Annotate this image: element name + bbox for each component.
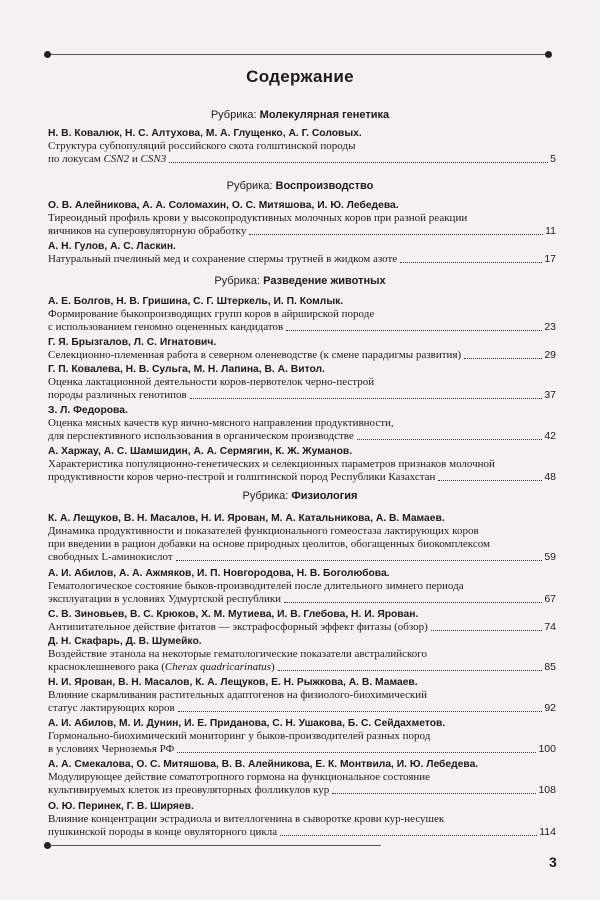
- toc-entry: [48, 717, 556, 756]
- entry-title-line: Гормонально-биохимический мониторинг у быков-производителей разных пород: [48, 730, 431, 742]
- entry-title-text: с использованием геномно оцененных кандидатов: [48, 321, 284, 333]
- entry-title-text: пушкинской породы в конце овуляторного цикла: [48, 826, 278, 838]
- toc-entry: [48, 295, 556, 334]
- entry-page-number: 5: [550, 153, 556, 165]
- entry-title-last-line: [48, 153, 556, 166]
- toc-entry: [48, 608, 556, 634]
- dot-leader: [357, 439, 543, 440]
- entry-title-line: Динамика продуктивности и показателей функционального гомеостаза лактирующих коров: [48, 525, 479, 537]
- rubric-name: Молекулярная генетика: [259, 109, 390, 121]
- rubric-heading: [0, 490, 600, 502]
- toc-entry: [48, 240, 556, 266]
- rubric-name: Разведение животных: [263, 275, 386, 287]
- entry-page-number: 85: [544, 661, 556, 673]
- entry-title-last-line: [48, 743, 556, 756]
- entry-page-number: 108: [538, 784, 556, 796]
- toc-entry: [48, 445, 556, 484]
- entry-authors: А. Н. Гулов, А. С. Ласкин.: [48, 241, 176, 252]
- entry-authors: Д. Н. Скафарь, Д. В. Шумейко.: [48, 636, 202, 647]
- page-title: Содержание: [246, 67, 354, 86]
- entry-title-last-line: [48, 702, 556, 715]
- dot-leader: [176, 560, 543, 561]
- entry-title-line: Формирование быкопроизводящих групп коров в айрширской породе: [48, 308, 375, 320]
- entry-page-number: 48: [544, 471, 556, 483]
- dot-leader: [278, 670, 543, 671]
- entry-title-text: в условиях Черноземья РФ: [48, 743, 175, 755]
- toc-entry: [48, 676, 556, 715]
- entry-page-number: 100: [538, 743, 556, 755]
- entry-page-number: 92: [544, 702, 556, 714]
- entry-authors: К. А. Лещуков, В. Н. Масалов, Н. И. Ярован, М. А. Катальникова, А. В. Мамаев.: [48, 513, 445, 524]
- entry-title-last-line: [48, 621, 556, 634]
- rubric-name: Физиология: [291, 490, 358, 502]
- toc-entry: [48, 336, 556, 362]
- entry-title-text: продуктивности коров черно-пестрой и голштинской пород Республики Казахстан: [48, 471, 436, 483]
- entry-title-last-line: [48, 389, 556, 402]
- entry-authors: Н. В. Ковалюк, Н. С. Алтухова, М. А. Глущенко, А. Г. Соловых.: [48, 128, 362, 139]
- toc-entry: [48, 512, 556, 564]
- rubric-prefix: Рубрика:: [226, 180, 273, 192]
- entry-title-text: статус лактирующих коров: [48, 702, 175, 714]
- entry-title-line: Гематологическое состояние быков-производителей после длительного зимнего периода: [48, 580, 464, 592]
- entry-title-text: свободных L-аминокислот: [48, 551, 173, 563]
- rubric-prefix: Рубрика:: [214, 275, 261, 287]
- rubric-prefix: Рубрика:: [242, 490, 289, 502]
- toc-entry: [48, 635, 556, 674]
- dot-leader: [438, 480, 542, 481]
- entry-title-line: Тиреоидный профиль крови у высокопродуктивных молочных коров при разной реакции: [48, 212, 468, 224]
- entry-authors: Г. Я. Брызгалов, Л. С. Игнатович.: [48, 337, 217, 348]
- top-rule: [51, 54, 545, 55]
- entry-title-text: по локусам CSN2 и CSN3: [48, 153, 167, 165]
- entry-title-line: Влияние скармливания растительных адаптогенов на физиолого-биохимический: [48, 689, 427, 701]
- toc-entry: [48, 567, 556, 606]
- entry-page-number: 67: [544, 593, 556, 605]
- entry-title-text: красноклешневого рака (Cherax quadricarinatus): [48, 661, 275, 673]
- entry-title-text: яичников на суперовуляторную обработку: [48, 225, 247, 237]
- dot-leader: [284, 602, 542, 603]
- bottom-left-dot: [44, 842, 51, 849]
- entry-page-number: 74: [544, 621, 556, 633]
- entry-title-last-line: [48, 593, 556, 606]
- rubric-heading: [0, 180, 600, 192]
- dot-leader: [286, 330, 542, 331]
- dot-leader: [464, 358, 542, 359]
- entry-title-text: для перспективного использования в органическом производстве: [48, 430, 354, 442]
- entry-title-last-line: [48, 349, 556, 362]
- rubric-heading: [0, 109, 600, 121]
- entry-page-number: 37: [544, 389, 556, 401]
- entry-authors: Г. П. Ковалева, Н. В. Сульга, М. Н. Лапина, В. А. Витол.: [48, 364, 325, 375]
- entry-authors: З. Л. Федорова.: [48, 405, 128, 416]
- entry-authors: А. Харжау, А. С. Шамшидин, А. А. Сермягин, К. Ж. Жуманов.: [48, 446, 353, 457]
- entry-page-number: 59: [544, 551, 556, 563]
- entry-title-text: культивируемых клеток из преовуляторных фолликулов кур: [48, 784, 330, 796]
- dot-leader: [249, 234, 543, 235]
- dot-leader: [332, 793, 536, 794]
- entry-title-last-line: [48, 661, 556, 674]
- entry-authors: С. В. Зиновьев, В. С. Крюков, Х. М. Мутиева, И. В. Глебова, Н. И. Ярован.: [48, 609, 419, 620]
- entry-title-line: Модулирующее действие соматотропного гормона на функциональное состояние: [48, 771, 431, 783]
- top-left-dot: [44, 51, 51, 58]
- entry-title-text: эксплуатации в условиях Удмуртской республики: [48, 593, 282, 605]
- entry-title-line: Характеристика популяционно-генетических и селекционных параметров признаков молочной: [48, 458, 495, 470]
- entry-title-last-line: [48, 225, 556, 238]
- entry-title-line: Влияние концентрации эстрадиола и вителлогенина в сыворотке крови кур-несушек: [48, 813, 445, 825]
- entry-title-last-line: [48, 826, 556, 839]
- entry-title-line: Оценка мясных качеств кур яично-мясного направления продуктивности,: [48, 417, 394, 429]
- entry-title-text: Натуральный пчелиный мед и сохранение спермы трутней в жидком азоте: [48, 253, 398, 265]
- dot-leader: [178, 711, 543, 712]
- entry-title-last-line: [48, 551, 556, 564]
- entry-page-number: 29: [544, 349, 556, 361]
- page-number: 3: [549, 854, 557, 870]
- entry-title-line: при введении в рацион добавки на основе природных цеолитов, обогащенных биокомплексом: [48, 538, 490, 550]
- toc-entry: [48, 800, 556, 839]
- dot-leader: [169, 162, 548, 163]
- rubric-prefix: Рубрика:: [210, 109, 257, 121]
- top-right-dot: [545, 51, 552, 58]
- entry-page-number: 23: [544, 321, 556, 333]
- dot-leader: [177, 752, 536, 753]
- rubric-name: Воспроизводство: [275, 180, 374, 192]
- toc-entry: [48, 404, 556, 443]
- rubric-heading: [0, 275, 600, 287]
- entry-title-last-line: [48, 471, 556, 484]
- entry-title-text: Антипитательное действие фитатов — экстрафосфорный эффект фитазы (обзор): [48, 621, 428, 633]
- entry-authors: А. Е. Болгов, Н. В. Гришина, С. Г. Штеркель, И. П. Комлык.: [48, 296, 344, 307]
- entry-page-number: 11: [545, 225, 556, 237]
- entry-title-text: Селекционно-племенная работа в северном оленеводстве (к смене парадигмы развития): [48, 349, 462, 361]
- toc-entry: [48, 199, 556, 238]
- dot-leader: [280, 835, 537, 836]
- entry-authors: О. Ю. Перинек, Г. В. Ширяев.: [48, 801, 194, 812]
- entry-page-number: 114: [539, 826, 556, 838]
- bottom-rule: [51, 845, 381, 846]
- entry-authors: Н. И. Ярован, В. Н. Масалов, К. А. Лещуков, Е. Н. Рыжкова, А. В. Мамаев.: [48, 677, 418, 688]
- entry-title-line: Структура субпопуляций российского скота голштинской породы: [48, 140, 356, 152]
- dot-leader: [190, 398, 543, 399]
- entry-title-line: Оценка лактационной деятельности коров-первотелок черно-пестрой: [48, 376, 375, 388]
- entry-title-last-line: [48, 321, 556, 334]
- toc-entry: [48, 758, 556, 797]
- entry-authors: А. И. Абилов, А. А. Ажмяков, И. П. Новгородова, Н. В. Боголюбова.: [48, 568, 390, 579]
- entry-title-last-line: [48, 784, 556, 797]
- entry-authors: А. И. Абилов, М. И. Дунин, И. Е. Приданова, С. Н. Ушакова, Б. С. Сейдахметов.: [48, 718, 446, 729]
- entry-page-number: 42: [544, 430, 556, 442]
- entry-authors: О. В. Алейникова, А. А. Соломахин, О. С. Митяшова, И. Ю. Лебедева.: [48, 200, 399, 211]
- toc-entry: [48, 127, 556, 166]
- entry-title-last-line: [48, 430, 556, 443]
- toc-entry: [48, 363, 556, 402]
- entry-page-number: 17: [544, 253, 556, 265]
- dot-leader: [431, 630, 542, 631]
- entry-authors: А. А. Смекалова, О. С. Митяшова, В. В. Алейникова, Е. К. Монтвила, И. Ю. Лебедева.: [48, 759, 479, 770]
- entry-title-last-line: [48, 253, 556, 266]
- dot-leader: [400, 262, 542, 263]
- entry-title-text: породы различных генотипов: [48, 389, 187, 401]
- entry-title-line: Воздействие этанола на некоторые гематологические показатели австралийского: [48, 648, 428, 660]
